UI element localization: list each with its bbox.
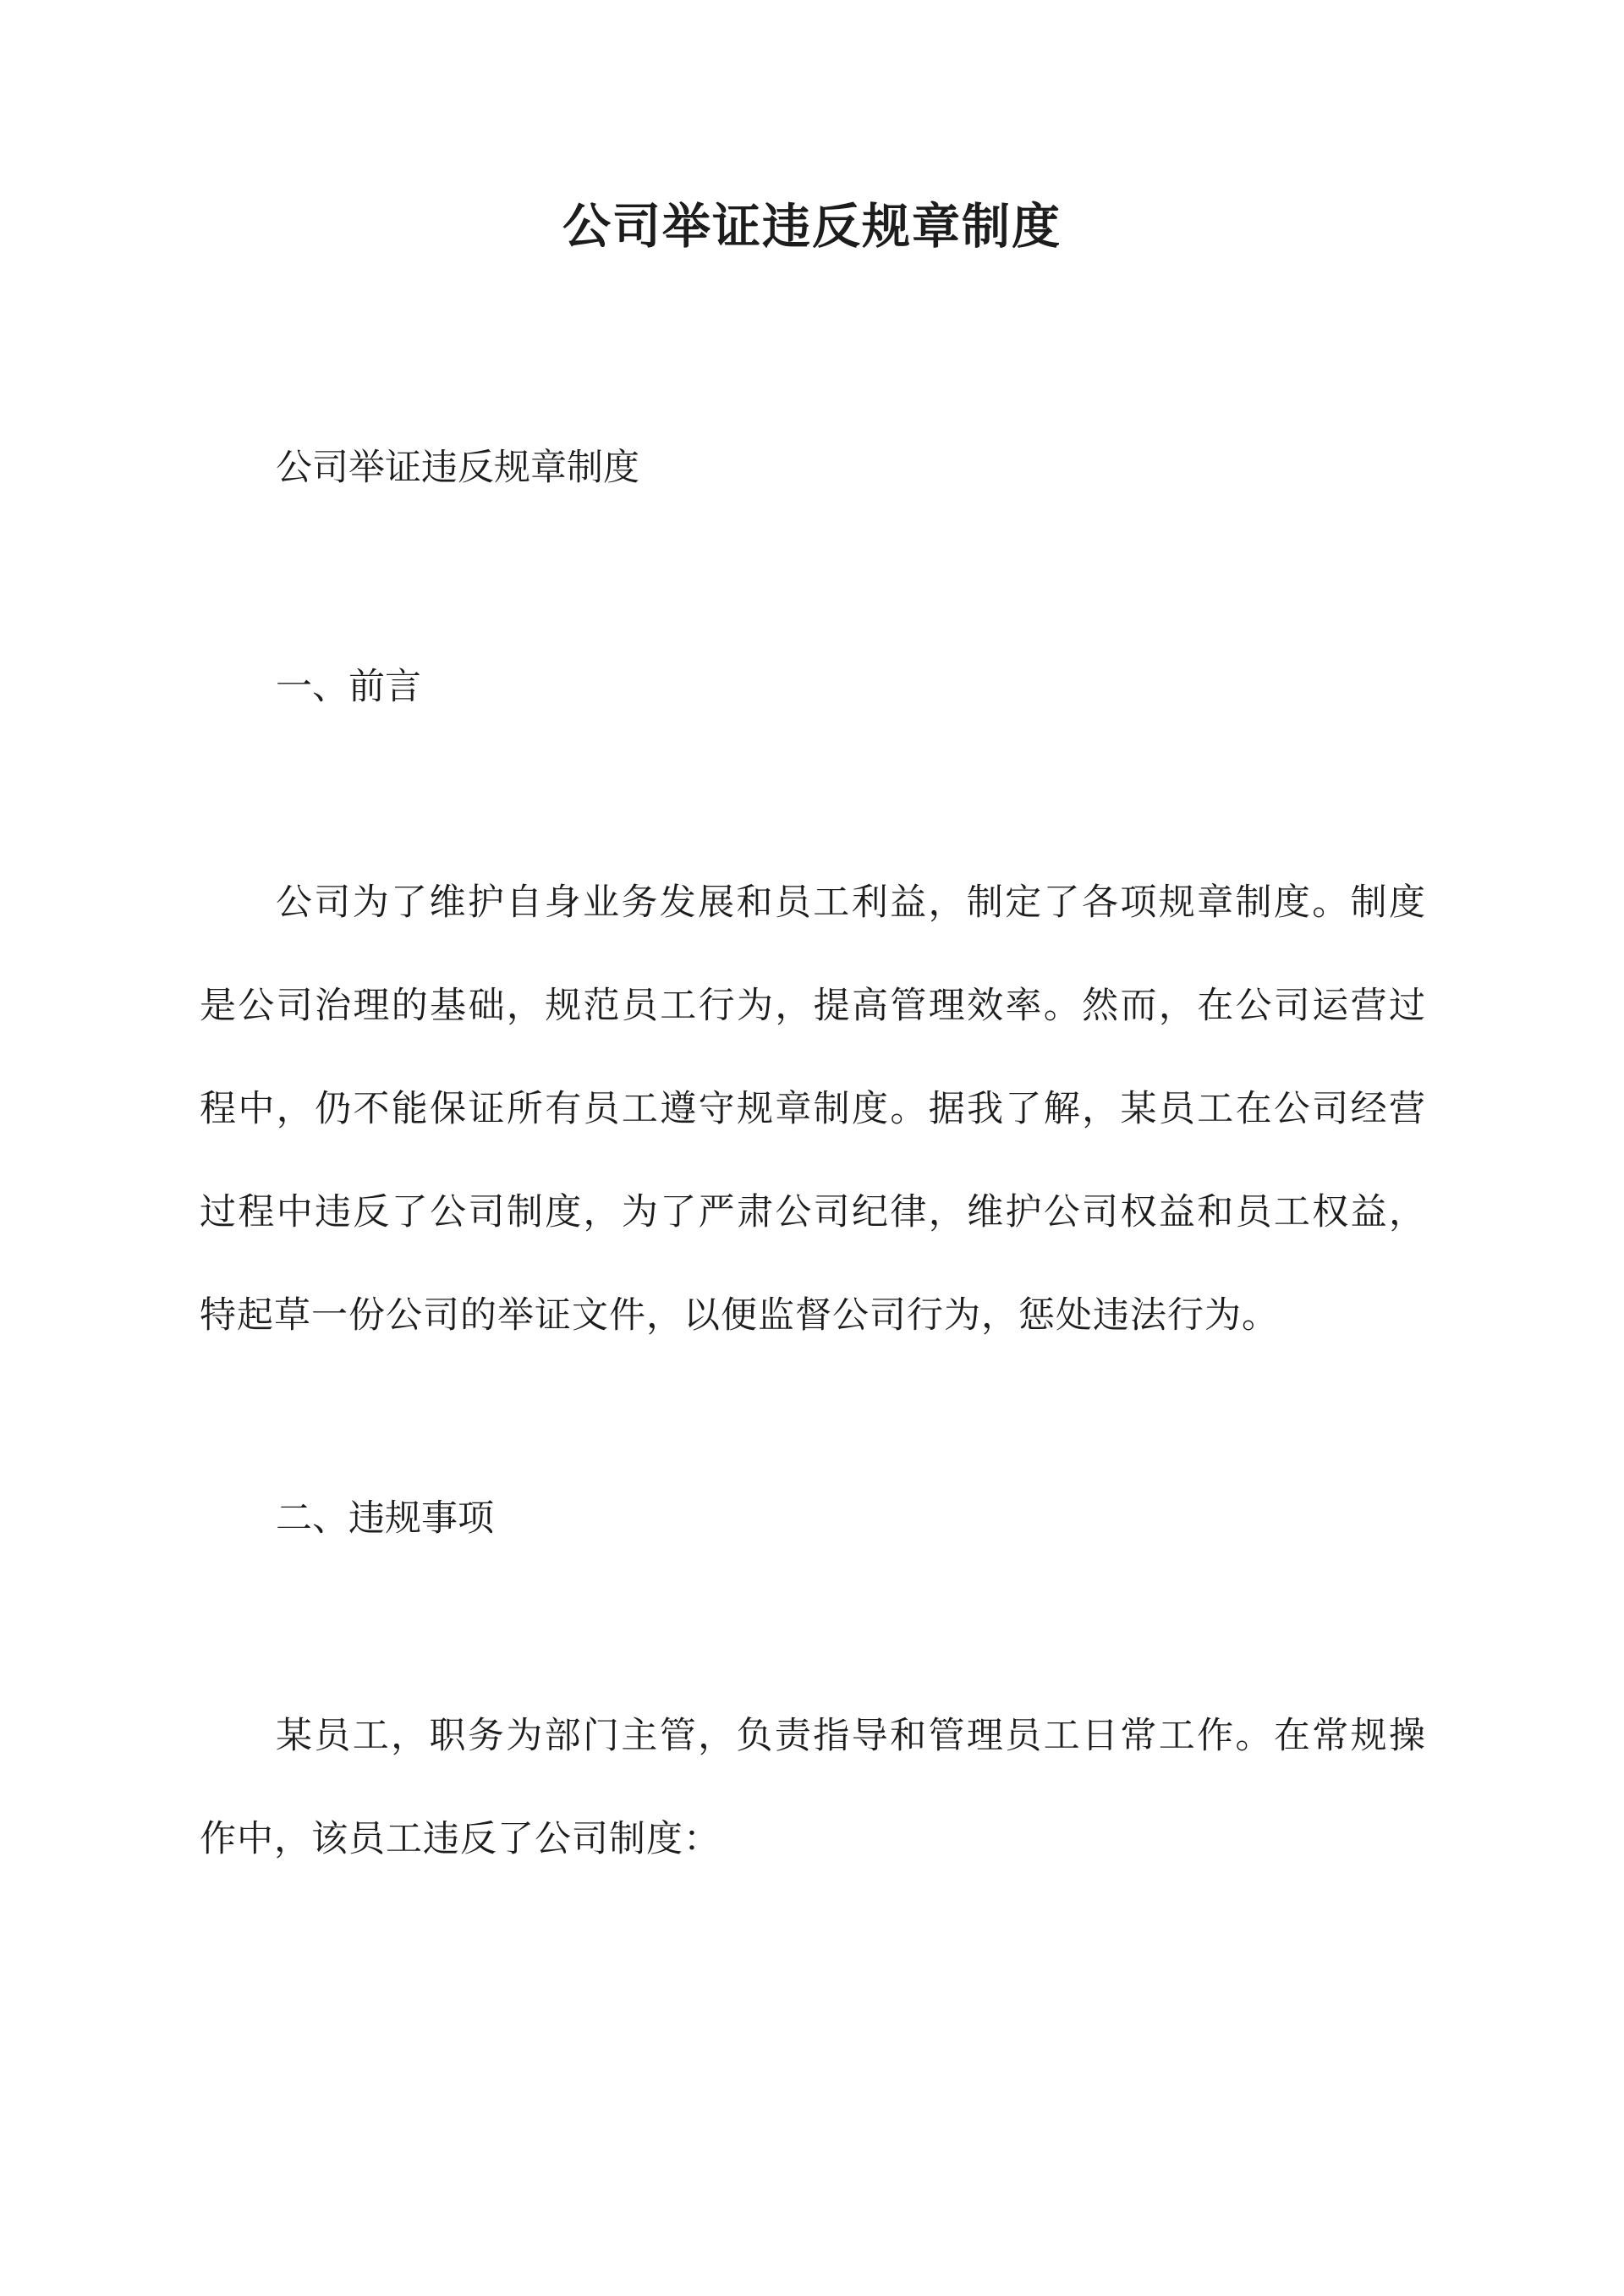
preface-paragraph: 公司为了维护自身业务发展和员工利益，制定了各项规章制度。制度是公司治理的基础，规范员工行为，提高管理效率。然而，在公司运营过程中，仍不能保证所有员工遵守规章制度。据我了解，某员工在公司经营过程中违反了公司制度，为了严肃公司纪律，维护公司权益和员工权益，特起草一份公司的举证文件，以便监督公司行为，惩处违法行为。 [200, 882, 1426, 1337]
document-title: 公司举证违反规章制度 [562, 198, 1062, 255]
document-subtitle: 公司举证违反规章制度 [276, 447, 639, 489]
violations-paragraph: 某员工，职务为部门主管，负责指导和管理员工日常工作。在常规操作中，该员工违反了公司制度： [200, 1715, 1426, 1860]
section-heading-violations: 二、违规事项 [276, 1497, 494, 1540]
section-heading-preface: 一、前言 [276, 666, 421, 708]
